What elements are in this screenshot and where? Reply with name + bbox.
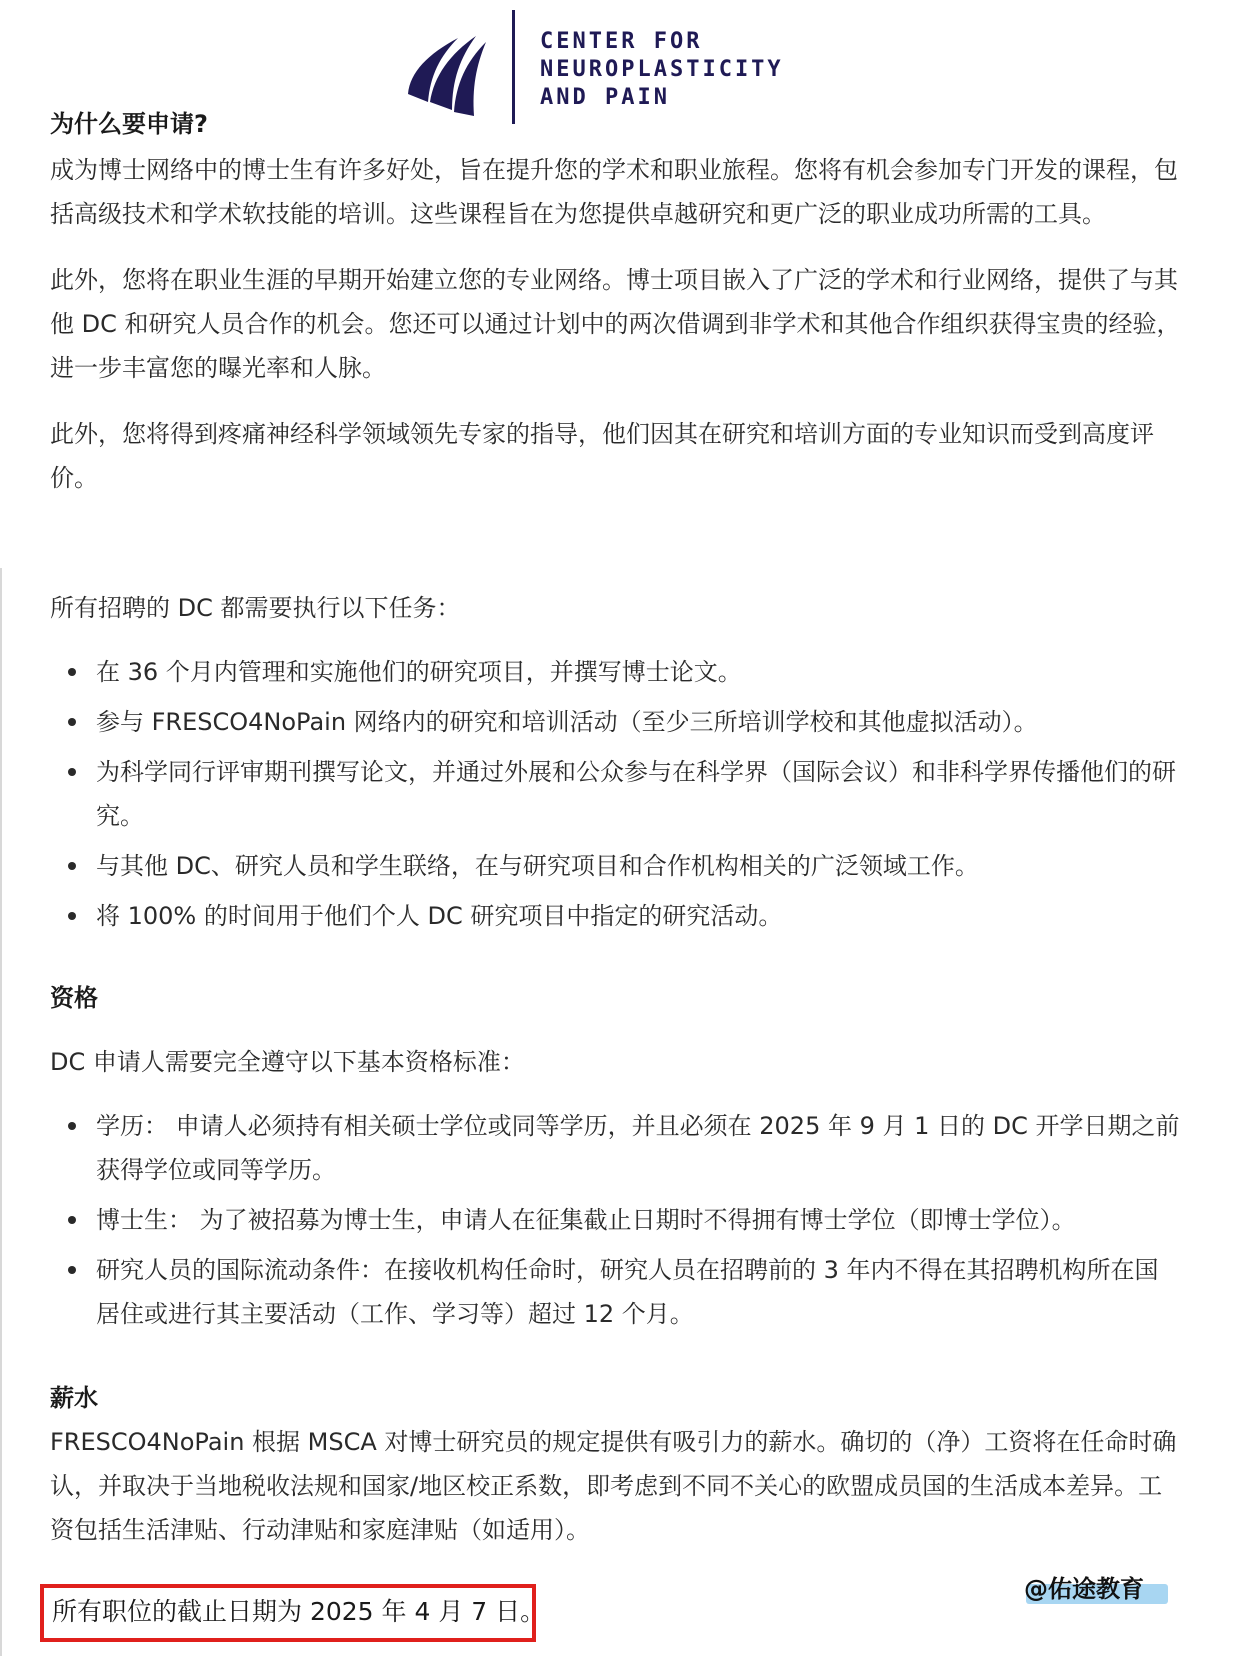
logo-line-2: NEUROPLASTICITY (540, 57, 784, 82)
eligibility-section (50, 980, 1182, 1342)
list-item: 研究人员的国际流动条件：在接收机构任命时，研究人员在招聘前的 3 年内不得在其招聘机构所在国居住或进行其主要活动（工作、学习等）超过 12 个月。 (50, 1248, 1182, 1336)
list-item: 博士生： 为了被招募为博士生，申请人在征集截止日期时不得拥有博士学位（即博士学位）。 (50, 1198, 1182, 1242)
salary-text: FRESCO4NoPain 根据 MSCA 对博士研究员的规定提供有吸引力的薪水。确切的（净）工资将在任命时确认，并取决于当地税收法规和国家/地区校正系数，即考虑到不同不关心的欧盟成员国的生活成本差异。工资包括生活津贴、行动津贴和家庭津贴（如适用）。 (50, 1428, 1177, 1544)
tasks-list (50, 650, 1182, 938)
eligibility-intro: DC 申请人需要完全遵守以下基本资格标准： (50, 1048, 525, 1076)
watermark-text: @佑途教育 (1024, 1575, 1144, 1603)
why-apply-paragraph-2: 此外，您将在职业生涯的早期开始建立您的专业网络。博士项目嵌入了广泛的学术和行业网络，提供了与其他 DC 和研究人员合作的机会。您还可以通过计划中的两次借调到非学术和其他合作组织获得宝贵的经验，进一步丰富您的曝光率和人脉。 (50, 266, 1181, 382)
watermark (1024, 1572, 1170, 1606)
salary-heading: 薪水 (50, 1384, 98, 1412)
list-item: 参与 FRESCO4NoPain 网络内的研究和培训活动（至少三所培训学校和其他虚拟活动）。 (50, 700, 1182, 744)
list-item: 在 36 个月内管理和实施他们的研究项目，并撰写博士论文。 (50, 650, 1182, 694)
tasks-section (50, 586, 1182, 944)
logo-wordmark (540, 28, 784, 112)
logo-line-1: CENTER FOR (540, 29, 703, 54)
why-apply-heading: 为什么要申请? (50, 110, 208, 138)
list-item: 将 100% 的时间用于他们个人 DC 研究项目中指定的研究活动。 (50, 894, 1182, 938)
eligibility-list (50, 1104, 1182, 1336)
why-apply-paragraph-1: 成为博士网络中的博士生有许多好处，旨在提升您的学术和职业旅程。您将有机会参加专门开发的课程，包括高级技术和学术软技能的培训。这些课程旨在为您提供卓越研究和更广泛的职业成功所需的工具。 (50, 156, 1178, 228)
list-item: 学历： 申请人必须持有相关硕士学位或同等学历，并且必须在 2025 年 9 月 1 日的 DC 开学日期之前获得学位或同等学历。 (50, 1104, 1182, 1192)
list-item: 与其他 DC、研究人员和学生联络，在与研究项目和合作机构相关的广泛领域工作。 (50, 844, 1182, 888)
list-item: 为科学同行评审期刊撰写论文，并通过外展和公众参与在科学界（国际会议）和非科学界传播他们的研究。 (50, 750, 1182, 838)
why-apply-section (50, 106, 1182, 500)
logo-line-3: AND PAIN (540, 85, 670, 110)
deadline-text: 所有职位的截止日期为 2025 年 4 月 7 日。 (52, 1597, 546, 1626)
salary-section (50, 1380, 1182, 1552)
eligibility-heading: 资格 (50, 984, 98, 1012)
left-divider (0, 568, 2, 1656)
why-apply-paragraph-3: 此外，您将得到疼痛神经科学领域领先专家的指导，他们因其在研究和培训方面的专业知识而受到高度评价。 (50, 420, 1154, 492)
tasks-intro: 所有招聘的 DC 都需要执行以下任务： (50, 594, 461, 622)
